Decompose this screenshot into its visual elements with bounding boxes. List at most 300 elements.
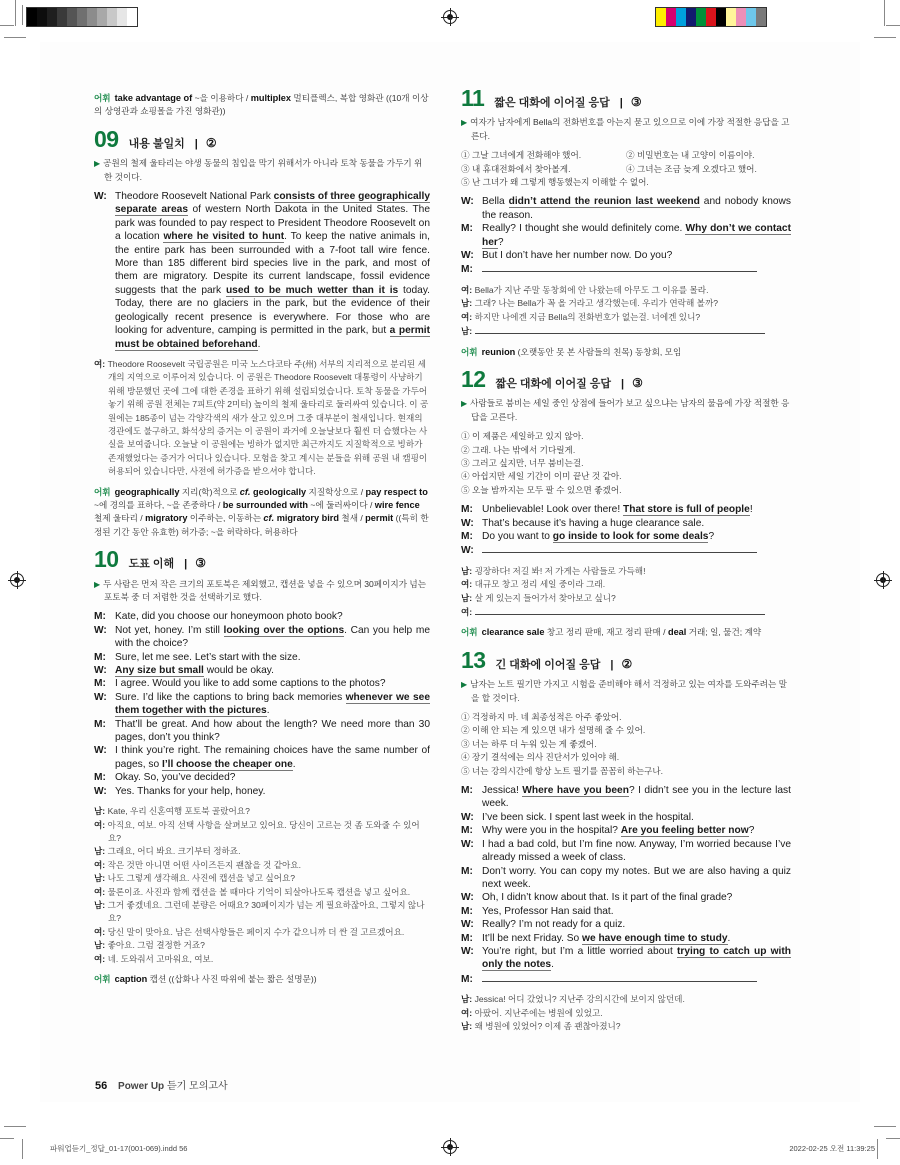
vocab-term: take advantage of	[114, 93, 193, 103]
dialogue-text: . Can you help me with the choice?	[115, 624, 430, 650]
speaker-label: 여:	[461, 579, 475, 590]
question-header	[94, 546, 430, 573]
dialogue-text: .	[551, 959, 554, 971]
speaker-label: 여:	[461, 284, 475, 295]
translation-line	[461, 605, 791, 619]
vocab-meaning: 지리(학)적으로	[179, 486, 240, 497]
dialogue-line	[461, 543, 791, 557]
dialogue-text: ?	[748, 825, 755, 837]
speaker-label: W:	[94, 745, 107, 757]
page-footer	[95, 1077, 228, 1092]
speaker-label: W:	[461, 517, 474, 529]
answer-option: ⑤ 오늘 밤까지는 모두 팔 수 있으면 좋겠어.	[461, 484, 622, 495]
speaker-label: W:	[461, 892, 474, 904]
dialogue-line	[461, 891, 791, 904]
vocab-label: 어휘	[461, 627, 478, 638]
triangle-bullet-icon: ▶	[94, 579, 101, 589]
vocab-note	[94, 486, 430, 540]
gray-swatch	[37, 8, 47, 26]
answer-option: ⑤ 너는 강의시간에 항상 노트 필기를 꼼꼼히 하는구나.	[461, 765, 664, 776]
translation-line	[461, 311, 791, 324]
speaker-label: 남:	[461, 1020, 475, 1031]
color-swatch	[746, 8, 756, 26]
translation-text: Bella가 지난 주말 동창회에 안 나왔는데 아무도 그 이유를 몰라.	[474, 284, 709, 295]
dialogue-text: Oh, I didn’t know about that. Is it part of the final grade?	[482, 892, 733, 904]
answer-option: ② 비밀번호는 내 고양이 이름이야.	[626, 150, 755, 161]
speaker-label: 여:	[461, 311, 475, 322]
translation-text: 아팠어. 지난주에는 병원에 있었고.	[474, 1007, 603, 1018]
speaker-label: 남:	[94, 940, 108, 951]
answer-blank	[482, 262, 757, 272]
speaker-label: 남:	[94, 806, 108, 817]
speaker-label: M:	[461, 865, 473, 877]
speaker-label: M:	[461, 530, 473, 542]
print-slug-filename: 파워업듣기_정답_01-17(001-069).indd 56	[50, 1144, 188, 1153]
answer-blank	[475, 605, 765, 615]
dialogue-line	[461, 262, 791, 276]
crop-mark	[0, 1138, 14, 1139]
speaker-label: 여:	[94, 358, 108, 369]
right-column	[461, 85, 791, 1033]
vocab-meaning: 이주하는, 이동하는	[187, 513, 264, 524]
gray-swatch	[87, 8, 97, 26]
color-swatch	[656, 8, 666, 26]
answer-option: ③ 내 휴대전화에서 찾아볼게.	[461, 163, 571, 174]
color-swatch	[666, 8, 676, 26]
dialogue-line	[461, 249, 791, 262]
speaker-label: W:	[94, 191, 107, 203]
dialogue-line	[94, 771, 430, 784]
speaker-label: W:	[461, 945, 474, 957]
speaker-label: W:	[461, 545, 474, 557]
translation-text: 작은 것만 아니면 어떤 사이즈든지 괜찮을 것 같아요.	[107, 859, 301, 870]
vocab-note	[94, 973, 430, 986]
color-swatch	[676, 8, 686, 26]
vocab-label: 어휘	[94, 973, 111, 984]
dialogue-text: Jessica!	[482, 785, 523, 797]
vocab-label: 어휘	[94, 93, 111, 103]
dialogue-line	[461, 195, 791, 222]
dialogue	[461, 784, 791, 986]
question-number: 09	[94, 125, 119, 152]
answer-option: ④ 그녀는 조금 늦게 오겠다고 했어.	[626, 163, 757, 174]
speaker-label: 남:	[461, 565, 475, 576]
dialogue-text: Theodore Roosevelt National Park	[115, 191, 274, 203]
vocab-meaning: ((특히 한정된 기간 동안 유효한) 허가증; ~을 허락하다, 허용하다	[94, 513, 429, 537]
dialogue-line	[94, 610, 430, 623]
explanation: ▶ 여자가 남자에게 Bella의 전화번호를 아는지 묻고 있으므로 이에 가장 적절한 응답을 고른다.	[461, 117, 790, 141]
dialogue-line	[461, 530, 791, 543]
speaker-label: 여:	[461, 607, 475, 617]
translation	[461, 284, 791, 339]
crop-mark	[4, 1126, 26, 1127]
gray-swatch	[107, 8, 117, 26]
speaker-label: M:	[461, 973, 473, 985]
vocab-term: be surrounded with	[222, 499, 309, 510]
dialogue-line	[461, 945, 791, 972]
question-number: 11	[461, 85, 485, 111]
dialogue-line	[461, 905, 791, 918]
translation-line	[461, 284, 791, 297]
dialogue-text: ?	[708, 530, 715, 542]
question-13	[461, 646, 791, 1034]
question-number: 12	[461, 365, 486, 392]
key-phrase: looking over the options	[223, 624, 345, 636]
translation-line	[461, 1020, 791, 1033]
translation-line	[94, 886, 430, 899]
dialogue-line	[94, 190, 430, 351]
separator: |	[610, 658, 614, 671]
crop-mark	[874, 1126, 896, 1127]
question-header	[461, 646, 791, 673]
translation-line	[94, 859, 430, 872]
speaker-label: M:	[94, 678, 106, 690]
translation-text: 물론이죠. 사진과 함께 캡션을 볼 때마다 기억이 되살아나도록 캡션을 넣고 싶어요.	[107, 886, 411, 897]
registration-mark-top	[443, 10, 457, 24]
speaker-label: M:	[461, 785, 473, 797]
triangle-bullet-icon: ▶	[94, 159, 101, 169]
key-phrase: we have enough time to study	[582, 932, 728, 944]
dialogue	[94, 610, 430, 798]
key-phrase: consists of three geographically separate areas	[115, 191, 431, 216]
dialogue	[461, 503, 791, 558]
crop-mark	[877, 1139, 878, 1159]
speaker-label: M:	[461, 825, 473, 837]
key-phrase: trying to catch up with only the notes	[482, 945, 791, 971]
page-number: 56	[95, 1080, 108, 1092]
vocab-meaning: 창고 정리 판매, 재고 정리 판매 /	[544, 627, 668, 638]
question-09	[94, 125, 431, 539]
key-phrase: used to be much wetter than it is	[225, 284, 399, 296]
key-phrase: Any size but small	[115, 665, 204, 677]
translation-line	[94, 845, 430, 858]
dialogue-line	[461, 865, 791, 892]
answer-blank	[482, 972, 757, 982]
speaker-label: M:	[94, 718, 106, 730]
dialogue-text: Unbelievable! Look over there!	[482, 504, 624, 516]
dialogue-text: Okay. So, you’ve decided?	[115, 772, 236, 784]
dialogue-line	[94, 744, 430, 771]
dialogue-text: That’ll be great. And how about the length? We need more than 30 pages, don’t you think?	[115, 718, 430, 744]
question-type: 짧은 대화에 이어질 응답	[495, 377, 612, 390]
dialogue-text: I think you’re right. The remaining choices have the same number of pages, so	[115, 745, 430, 770]
translation	[94, 805, 430, 966]
separator: |	[621, 377, 625, 390]
translation-text: 살 게 있는지 들어가서 찾아보고 싶니?	[474, 592, 616, 603]
vocab-term: wire fence	[374, 499, 420, 510]
vocab-meaning: (오랫동안 못 본 사람들의 친목) 동창회, 모임	[515, 346, 682, 357]
dialogue-text: today. Today, there are no glaciers in the park, but the evidence of their geologically recent presence is everywhere. For those who are looking for adventure, camping is permitted in the park, but	[115, 284, 430, 337]
key-phrase: where he visited to hunt	[163, 231, 285, 243]
question-header	[461, 365, 791, 392]
key-phrase: didn’t attend the reunion last weekend	[508, 196, 700, 208]
speaker-label: W:	[94, 691, 107, 703]
vocab-term: clearance sale	[481, 627, 545, 638]
vocab-term: pay respect to	[365, 486, 428, 497]
vocab-meaning: 지질학상으로 /	[306, 486, 366, 497]
answer-option: ④ 장기 결석에는 의사 진단서가 있어야 해.	[461, 752, 620, 763]
book-brand: Power Up	[118, 1081, 165, 1092]
vocab-term: geologically	[250, 486, 307, 497]
answer-option: ③ 그러고 싶지만, 너무 붐비는걸.	[461, 457, 584, 468]
dialogue-text: would be okay.	[203, 665, 274, 677]
gray-swatch	[57, 8, 67, 26]
answer-mark: ②	[621, 656, 633, 671]
answer-option: ② 그래. 나는 밖에서 기다릴게.	[461, 444, 576, 455]
answer-mark: ②	[205, 135, 217, 150]
vocab-meaning: ~에 경의를 표하다, ~을 존중하다 /	[94, 499, 223, 510]
translation-text: 그거 좋겠네요. 그런데 분량은 어때요? 30페이지가 넘는 게 필요하잖아요, 그렇지 않나요?	[107, 899, 425, 924]
translation-text: 좋아요. 그럼 결정한 거죠?	[107, 940, 205, 951]
question-header	[461, 85, 791, 111]
speaker-label: W:	[461, 838, 474, 850]
dialogue-line	[461, 838, 791, 865]
triangle-bullet-icon: ▶	[461, 118, 468, 128]
answer-option: ① 걱정하지 마. 네 최종성적은 아주 좋았어.	[461, 712, 622, 723]
translation-line	[94, 358, 430, 479]
speaker-label: M:	[94, 651, 106, 663]
vocab-term: migratory bird	[274, 513, 339, 524]
dialogue-text: It’ll be next Friday. So	[482, 932, 583, 944]
explanation: ▶ 두 사람은 먼저 작은 크기의 포토북은 제외했고, 캡션을 넣을 수 있으며 30페이지가 넘는 포토북 중 더 저렴한 것을 선택하기로 했다.	[94, 578, 427, 602]
translation-text: 굉장하다! 저길 봐! 저 가게는 사람들로 가득해!	[474, 565, 646, 576]
dialogue-line	[94, 624, 430, 651]
translation-line	[461, 297, 791, 310]
gray-swatch	[97, 8, 107, 26]
dialogue-line	[461, 932, 791, 945]
registration-mark-bottom	[443, 1140, 457, 1154]
dialogue-text: But I don’t have her number now. Do you?	[482, 250, 673, 262]
color-swatch	[736, 8, 746, 26]
question-type: 짧은 대화에 이어질 응답	[494, 97, 610, 109]
translation-text: Kate, 우리 신혼여행 포토북 골랐어요?	[107, 806, 250, 817]
vocab-term: migratory	[145, 513, 188, 524]
dialogue-text: Really? I’m not ready for a quiz.	[482, 919, 626, 931]
question-header	[94, 125, 430, 152]
vocab-note	[461, 346, 791, 359]
answer-options	[461, 149, 791, 189]
speaker-label: 여:	[94, 926, 108, 937]
speaker-label: 여:	[461, 1007, 475, 1018]
vocab-meaning: 철새 /	[339, 513, 366, 524]
dialogue-line	[461, 811, 791, 824]
color-swatch	[726, 8, 736, 26]
answer-blank	[475, 324, 765, 334]
vocab-note-top	[94, 92, 430, 119]
key-phrase: Are you feeling better now	[620, 825, 749, 837]
dialogue	[461, 195, 791, 276]
crop-mark	[886, 25, 900, 26]
translation	[94, 358, 430, 479]
vocab-meaning: ~에 둘러싸이다 /	[308, 499, 375, 510]
color-swatch	[716, 8, 726, 26]
translation-line	[94, 872, 430, 885]
crop-mark	[4, 37, 26, 38]
speaker-label: 남:	[461, 298, 475, 309]
dialogue-text: .	[292, 758, 296, 770]
gray-swatch	[117, 8, 127, 26]
speaker-label: W:	[461, 811, 474, 823]
print-slug-timestamp: 2022-02-25 오전 11:39:25	[789, 1144, 875, 1153]
dialogue-text: Sure. I’d like the captions to bring back memories	[115, 691, 346, 703]
speaker-label: M:	[94, 772, 106, 784]
cmyk-color-bar	[655, 7, 767, 27]
dialogue-line	[94, 785, 430, 798]
translation-text: 그래요, 어디 봐요. 크기부터 정하죠.	[107, 846, 241, 857]
translation-line	[461, 592, 791, 605]
dialogue-text: I’ve been sick. I spent last week in the hospital.	[482, 811, 694, 823]
speaker-label: M:	[461, 504, 473, 516]
speaker-label: W:	[461, 250, 474, 262]
grayscale-color-bar	[26, 7, 138, 27]
translation	[461, 565, 791, 620]
speaker-label: M:	[461, 223, 473, 235]
color-swatch	[696, 8, 706, 26]
translation-line	[461, 565, 791, 578]
translation-line	[461, 1007, 791, 1020]
vocab-meaning: 멀티플렉스, 복합 영화관 ((10개 이상의 상영관과 쇼핑몰을 가진 영화관))	[94, 93, 429, 117]
translation-text: 아직요, 여보. 아직 선택 사항을 살펴보고 있어요. 당신이 고르는 것 좀 도와줄 수 있어요?	[107, 819, 420, 843]
dialogue-line	[94, 691, 430, 718]
dialogue-line	[94, 718, 430, 745]
question-type: 긴 대화에 이어질 응답	[495, 658, 601, 671]
dialogue-line	[461, 503, 791, 516]
gray-swatch	[67, 8, 77, 26]
vocab-label: 어휘	[461, 346, 478, 357]
triangle-bullet-icon: ▶	[461, 399, 468, 409]
speaker-label: W:	[94, 624, 107, 636]
dialogue-text: Don’t worry. You can copy my notes. But we are also having a quiz next week.	[482, 865, 791, 890]
vocab-meaning: 캡션 ((삽화나 사진 따위에 붙는 짧은 설명문))	[147, 973, 317, 984]
dialogue-text: That’s because it’s having a huge clearance sale.	[482, 517, 705, 529]
separator: |	[194, 137, 198, 150]
speaker-label: 남:	[94, 846, 108, 857]
separator: |	[184, 558, 188, 571]
translation-line	[94, 899, 430, 926]
vocab-meaning: 거래; 일, 물건; 계약	[686, 627, 762, 638]
speaker-label: 여:	[94, 886, 108, 897]
question-number: 10	[94, 546, 119, 573]
vocab-meaning: 철제 울타리 /	[94, 513, 146, 524]
translation-text: 그래? 나는 Bella가 꼭 올 거라고 생각했는데. 우리가 연락해 볼까?	[474, 298, 719, 309]
book-title: 듣기 모의고사	[166, 1081, 228, 1092]
speaker-label: 남:	[94, 899, 108, 910]
dialogue-text: .	[727, 932, 731, 944]
translation-line	[94, 939, 430, 952]
registration-mark-right	[876, 573, 890, 587]
dialogue-text: of western North Dakota in the United States. The park was founded to pay respect to President Theodore Roosevelt on a location	[115, 204, 431, 243]
color-swatch	[756, 8, 766, 26]
dialogue-line	[94, 677, 430, 690]
dialogue-text: Yes, Professor Han said that.	[482, 905, 614, 917]
crop-mark	[874, 37, 896, 38]
left-column	[94, 92, 430, 986]
dialogue-text: You’re right, but I’m a little worried about	[482, 945, 677, 957]
dialogue-text: Yes. Thanks for your help, honey.	[115, 785, 266, 797]
speaker-label: 여:	[94, 819, 108, 830]
dialogue-text: and nobody knows the reason.	[482, 196, 791, 221]
crop-mark	[0, 25, 14, 26]
vocab-term: geographically	[114, 486, 180, 497]
translation-line	[461, 993, 791, 1006]
crop-mark	[886, 1138, 900, 1139]
speaker-label: W:	[461, 196, 474, 208]
answer-mark: ③	[630, 95, 642, 109]
dialogue-text: Bella	[482, 196, 509, 208]
dialogue-text: .	[266, 705, 270, 717]
answer-option: ① 이 제품은 세일하고 있지 않아.	[461, 431, 584, 442]
speaker-label: 여:	[94, 953, 108, 964]
gray-swatch	[77, 8, 87, 26]
registration-mark-left	[10, 573, 24, 587]
translation-line	[94, 805, 430, 818]
question-type: 도표 이해	[128, 558, 175, 571]
translation-line	[94, 953, 430, 966]
speaker-label: W:	[94, 785, 107, 797]
vocab-label: 어휘	[94, 486, 111, 497]
speaker-label: 여:	[94, 859, 108, 870]
answer-option: ④ 아쉽지만 세일 기간이 이미 끝난 것 같아.	[461, 471, 622, 482]
translation-text: 왜 병원에 있었어? 이제 좀 괜찮아졌니?	[474, 1020, 621, 1031]
translation-text: 나도 그렇게 생각해요. 사진에 캡션을 넣고 싶어요?	[107, 873, 296, 884]
dialogue-text: .	[257, 338, 261, 350]
translation-text: 당신 말이 맞아요. 남은 선택사항들은 페이지 수가 같으니까 더 싼 걸 고르겠어요.	[107, 926, 405, 937]
dialogue-line	[461, 784, 791, 811]
speaker-label: 남:	[461, 326, 475, 337]
vocab-term: permit	[365, 513, 394, 524]
triangle-bullet-icon: ▶	[461, 680, 468, 690]
speaker-label: W:	[461, 919, 474, 931]
dialogue-text: Kate, did you choose our honeymoon photo book?	[115, 611, 343, 623]
question-12	[461, 365, 791, 640]
dialogue-text: ?	[497, 236, 504, 248]
answer-mark: ③	[195, 556, 206, 571]
vocab-cf: cf.	[239, 486, 251, 497]
dialogue-line	[94, 651, 430, 664]
dialogue-line	[461, 517, 791, 530]
speaker-label: M:	[461, 264, 473, 276]
explanation: ▶ 공원의 철제 울타리는 야생 동물의 침입을 막기 위해서가 아니라 토착 동물을 가두기 위한 것이다.	[94, 158, 423, 182]
key-phrase: Why don’t we contact her	[482, 223, 791, 248]
answer-option: ③ 너는 하루 더 누워 있는 게 좋겠어.	[461, 738, 597, 749]
dialogue-text: I had a bad cold, but I’m fine now. Anyway, I’m worried because I’ve already missed a week of class.	[482, 838, 791, 864]
translation-text: 하지만 나에겐 지금 Bella의 전화번호가 없는걸. 너에겐 있니?	[474, 311, 701, 322]
dialogue-line	[461, 222, 791, 249]
speaker-label: M:	[461, 932, 473, 944]
key-phrase: whenever we see them together with the pictures	[115, 691, 430, 717]
question-10	[94, 546, 430, 986]
question-type: 내용 불일치	[128, 137, 185, 150]
gray-swatch	[27, 8, 37, 26]
vocab-term: caption	[114, 973, 148, 984]
key-phrase: go inside to look for some deals	[552, 530, 709, 542]
crop-mark	[22, 1139, 23, 1159]
translation-line	[461, 578, 791, 591]
vocab-cf: cf.	[263, 513, 275, 524]
speaker-label: M:	[94, 611, 106, 623]
dialogue-text: !	[749, 504, 753, 516]
translation	[461, 993, 791, 1033]
key-phrase: I’ll choose the cheaper one	[162, 758, 293, 770]
dialogue	[94, 190, 430, 351]
translation-line	[461, 324, 791, 338]
dialogue-line	[461, 972, 791, 986]
translation-line	[94, 819, 430, 846]
key-phrase: Where have you been	[522, 785, 629, 797]
translation-text: Jessica! 어디 갔었니? 지난주 강의시간에 보이지 않던데.	[474, 994, 685, 1005]
explanation: ▶ 사람들로 붐비는 세일 중인 상점에 들어가 보고 싶으냐는 남자의 물음에 가장 적절한 응답을 고른다.	[461, 398, 790, 422]
vocab-term: deal	[667, 627, 687, 638]
